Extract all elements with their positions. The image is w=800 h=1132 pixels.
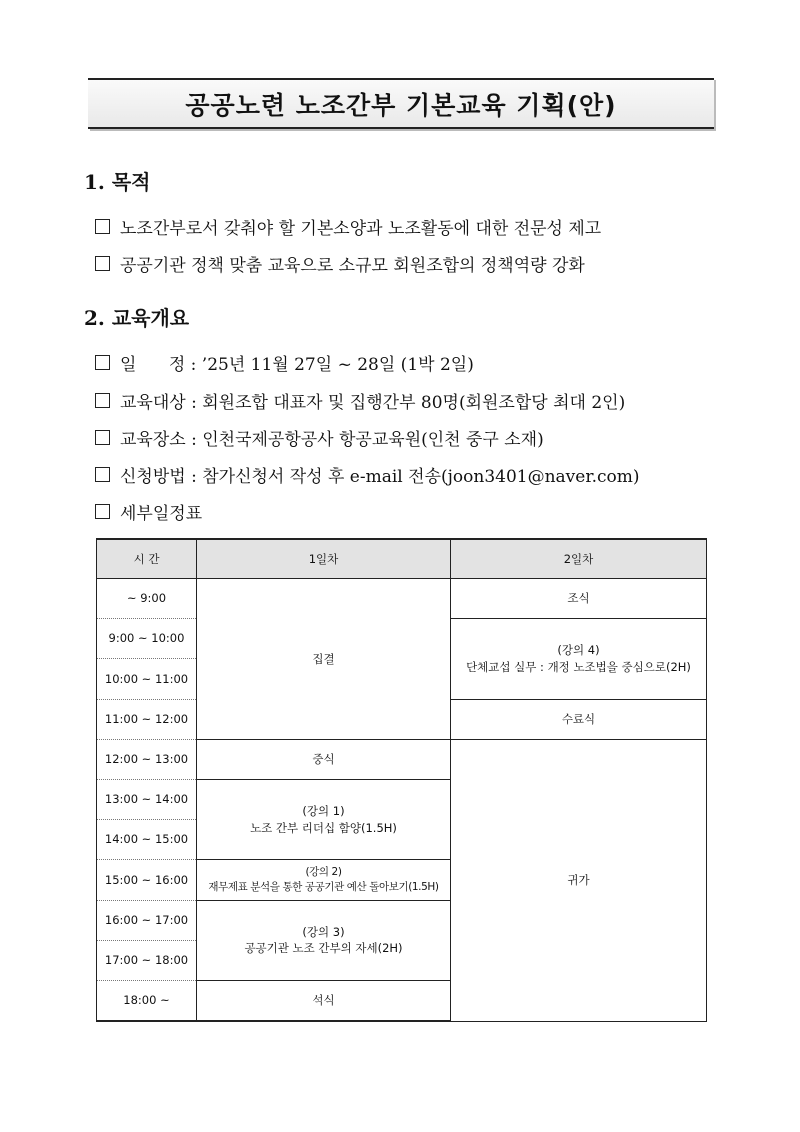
header-day1: 1일차: [197, 539, 451, 579]
day1-lunch: 중식: [197, 739, 451, 779]
day2-return: 귀가: [451, 739, 707, 1021]
purpose-item: [95, 214, 601, 239]
day1-lecture3: [197, 900, 451, 980]
purpose-item: [95, 251, 585, 276]
day2-lecture4: [451, 619, 707, 699]
lecture1-title: (강의 1): [302, 803, 345, 818]
header-time: 시 간: [97, 539, 197, 579]
title-box: [88, 78, 714, 129]
lecture3-desc: 공공기관 노조 간부의 자세(2H): [244, 941, 403, 956]
time-cell: 16:00 ~ 17:00: [97, 900, 197, 940]
purpose-item-text: 공공기관 정책 맞춤 교육으로 소규모 회원조합의 정책역량 강화: [120, 256, 585, 276]
overview-item: [95, 388, 625, 413]
overview-item-text: 일 정 : ’25년 11월 27일 ~ 28일 (1박 2일): [120, 355, 474, 375]
time-cell: 14:00 ~ 15:00: [97, 820, 197, 860]
lecture3-title: (강의 3): [302, 924, 345, 939]
checkbox-square-icon: [95, 504, 110, 519]
day2-breakfast: 조식: [451, 579, 707, 619]
overview-item-text: 교육장소 : 인천국제공항공사 항공교육원(인천 중구 소재): [120, 430, 544, 450]
section-heading-purpose: 1. 목적: [84, 170, 151, 194]
lecture4-desc: 단체교섭 실무 : 개정 노조법을 중심으로(2H): [466, 659, 691, 674]
checkbox-square-icon: [95, 393, 110, 408]
day1-lecture2: [197, 860, 451, 900]
checkbox-square-icon: [95, 355, 110, 370]
overview-item-text: 세부일정표: [120, 504, 203, 524]
time-cell: ~ 9:00: [97, 579, 197, 619]
day2-closing: 수료식: [451, 699, 707, 739]
time-cell: 15:00 ~ 16:00: [97, 860, 197, 900]
day1-lecture1: [197, 779, 451, 859]
day1-dinner: 석식: [197, 980, 451, 1021]
section-heading-overview: 2. 교육개요: [84, 306, 190, 330]
overview-item: [95, 462, 640, 487]
header-day2: 2일차: [451, 539, 707, 579]
table-row: [97, 579, 707, 619]
checkbox-square-icon: [95, 467, 110, 482]
overview-item: [95, 499, 202, 524]
time-cell: 9:00 ~ 10:00: [97, 619, 197, 659]
lecture2-title: (강의 2): [305, 865, 342, 878]
checkbox-square-icon: [95, 219, 110, 234]
schedule-table: [96, 538, 707, 1022]
lecture1-desc: 노조 간부 리더십 함양(1.5H): [250, 820, 397, 835]
lecture2-desc: 재무제표 분석을 통한 공공기관 예산 돌아보기(1.5H): [208, 880, 439, 893]
lecture4-title: (강의 4): [557, 643, 600, 658]
overview-item: [95, 425, 544, 450]
overview-item-text: 신청방법 : 참가신청서 작성 후 e-mail 전송(joon3401@naver.com): [120, 467, 640, 487]
time-cell: 12:00 ~ 13:00: [97, 739, 197, 779]
time-cell: 10:00 ~ 11:00: [97, 659, 197, 699]
overview-item: [95, 350, 474, 375]
purpose-item-text: 노조간부로서 갖춰야 할 기본소양과 노조활동에 대한 전문성 제고: [120, 219, 602, 239]
checkbox-square-icon: [95, 256, 110, 271]
day1-gathering: 집결: [197, 579, 451, 740]
overview-item-text: 교육대상 : 회원조합 대표자 및 집행간부 80명(회원조합당 최대 2인): [120, 393, 626, 413]
document-title: 공공노련 노조간부 기본교육 기획(안): [185, 90, 617, 120]
time-cell: 18:00 ~: [97, 980, 197, 1021]
checkbox-square-icon: [95, 430, 110, 445]
table-row: [97, 739, 707, 779]
time-cell: 17:00 ~ 18:00: [97, 940, 197, 980]
time-cell: 13:00 ~ 14:00: [97, 779, 197, 819]
time-cell: 11:00 ~ 12:00: [97, 699, 197, 739]
